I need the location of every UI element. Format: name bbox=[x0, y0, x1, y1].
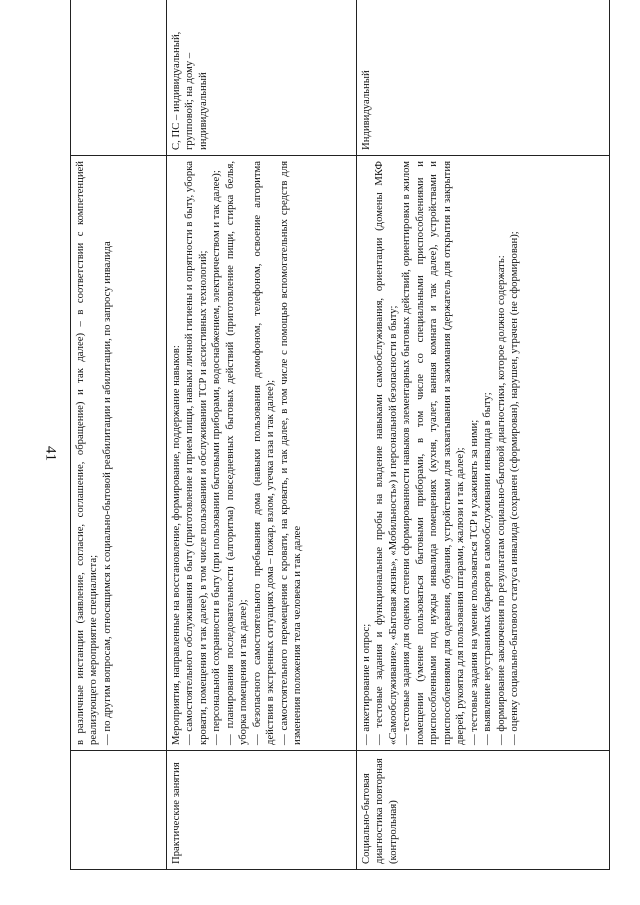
row-label-cell: Социально-бытовая диагностика повторная (контрольная) bbox=[357, 751, 610, 870]
row-form-cell: Индивидуальный bbox=[357, 0, 610, 156]
page-number: 41 bbox=[42, 446, 59, 461]
row-form-cell bbox=[71, 0, 167, 156]
row-content-cell bbox=[167, 156, 357, 751]
content-line: — оценку социально-бытового статуса инвалида (сохранен (сформирован), нарушен, утрачен (не сформирован); bbox=[508, 231, 521, 745]
row-content-cell bbox=[71, 156, 167, 751]
content-line: — безопасного самостоятельного пребывания дома (навыки пользования домофоном, телефоном, освоение алгоритма действия в экстренных ситуациях дома – пожар, взлом, утечка газа и так далее); bbox=[250, 161, 277, 745]
content-line: — самостоятельного обслуживания в быту (приготовление и прием пищи, навыки личной гигиены и опрятности в быту, уборка кровати, помещения и так далее), в том числе пользовании и обслуживании ТСР и ассистивных технологий; bbox=[183, 161, 209, 745]
row-content-cell bbox=[357, 156, 610, 751]
content-line: — самостоятельного перемещения с кровати, на кровать, и так далее, в том числе с помощью вспомогательных средств для изменения положения тела человека и так далее bbox=[277, 161, 304, 745]
content-line: — тестовые задания и функциональные пробы на владение навыками самообслуживания, ориентации (домены МКФ «Самообслуживание», «Бытовая жизнь», «Мобильность») и персональной безопасности в быту; bbox=[373, 161, 399, 745]
content-line: — планирования последовательности (алгоритма) повседневных бытовых действий (приготовление пищи, стирка белья, уборка помещения и так далее); bbox=[223, 161, 250, 745]
content-line: — тестовые задания на умение пользоваться ТСР и ухаживать за ними; bbox=[467, 419, 480, 745]
content-line: — по другим вопросам, относящимся к социально-бытовой реабилитации и абилитации, по запросу инвалида bbox=[100, 241, 113, 745]
table-row bbox=[167, 0, 357, 870]
table-row bbox=[71, 0, 167, 870]
content-line: — анкетирование и опрос; bbox=[360, 623, 372, 745]
content-line: — персональной сохранности в быту (при пользовании бытовыми приборами, водоснабжением, электричеством и так далее); bbox=[210, 170, 223, 745]
content-line: в различные инстанции (заявление, согласие, соглашение, обращение) и так далее) – в соответствии с компетенцией реализующего мероприятие специалиста; bbox=[74, 161, 100, 745]
row-label-cell bbox=[71, 751, 167, 870]
content-line: — выявление неустранимых барьеров в самообслуживании инвалида в быту; bbox=[481, 392, 494, 745]
content-line: — тестовые задания для оценки степени сформированности навыков элементарных бытовых действий, ориентировки в жилом помещении (умение пользоваться бытовыми приборами, в том числе со специальными приспособлениями и приспособленными под нужды инвалида помещениях (кухня, туалет, ванная комната и так далее), устройствами и приспособлениями для одевания, обувания, устройствами для захватывания и зажимания (держатель для открытия и закрытия дверей, рукоятка для пользования штарами, жалюзи и так далее); bbox=[400, 161, 467, 745]
table-row bbox=[357, 0, 610, 870]
content-line: Мероприятия, направленные на восстановление, формирование, поддержание навыков: bbox=[170, 345, 182, 745]
content-line: — формирование заключения по результатам социально-бытовой диагностики, которое должно содержать: bbox=[494, 255, 507, 745]
program-table bbox=[70, 0, 610, 870]
rotated-table-wrapper bbox=[70, 30, 610, 870]
row-form-cell: С, ПС – индивидуальный, групповой; на дому – индивидуальный bbox=[167, 0, 357, 156]
row-label-cell: Практические занятия bbox=[167, 751, 357, 870]
